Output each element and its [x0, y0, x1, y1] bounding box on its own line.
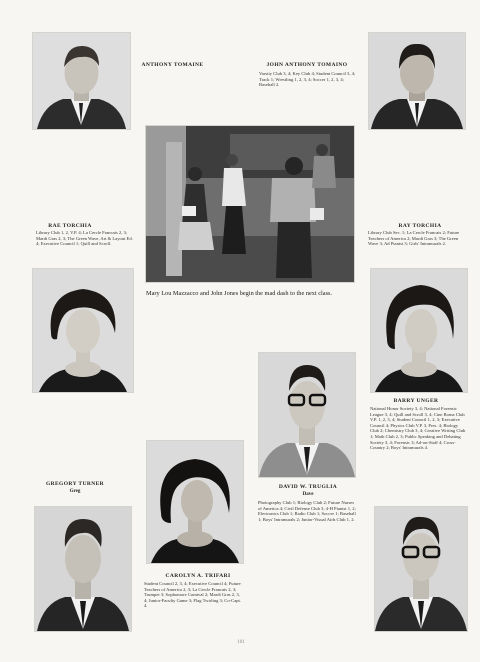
portrait-image [371, 269, 467, 392]
portrait-image [33, 269, 133, 392]
name-carolyn-trifari: CAROLYN A. TRIFARI [165, 573, 231, 579]
bio-david-truglia: Photography Club 1; Biology Club 2; Future Nurses of America 4; Civil Defense Club 3; 4-H Pianist 1, 2; Electronics Club 1; Radio Club 1; Soccer 1; Baseball 1; Boys' Intramurals 2; Junior-Visual Aids Club 1, 2. [258, 500, 356, 522]
portrait-image [35, 507, 131, 631]
name-david-truglia: DAVID W. TRUGLIA [278, 484, 338, 490]
portrait-image [375, 507, 467, 631]
portrait-anthony-tomaine [32, 32, 131, 130]
name-gregory-turner: GREGORY TURNER [45, 481, 105, 487]
bio-john-tomaino: Varsity Club 3, 4; Key Club 4; Student Council 3, 4; Track 1; Wrestling 1, 2, 3, 4; Soccer 1, 2, 3, 4; Baseball 2. [259, 71, 356, 88]
page-number: 101 [237, 640, 245, 645]
portrait-ray-torchia [370, 268, 468, 393]
name-ray-torchia: RAY TORCHIA [398, 223, 442, 229]
portrait-image [147, 441, 243, 563]
candid-image [146, 126, 354, 282]
bio-carolyn-trifari: Student Council 2, 3, 4; Executive Council 4; Future Teachers of America 2, 3; La Cercle Francais 2, 3; Trumpet 3; Sophomore Carnival 2; Mardi Gras 2, 3, 4; Junior-Faculty Game 3; Flag Twirling 3; Co-Capt. 4. [144, 581, 241, 609]
bio-ray-torchia: Library Club Sec. 1; La Cercle Francais 2; Future Teachers of America 2; Mardi Gras 3; The Green Wave 3; Ad Pianist 3; Girls' Intramurals 2. [368, 230, 460, 247]
name-rae-torchia: RAE TORCHIA [48, 223, 92, 229]
name-john-tomaino: JOHN ANTHONY TOMAINO [266, 62, 348, 68]
portrait-barry-unger [374, 506, 468, 632]
portrait-rae-torchia [32, 268, 134, 393]
nick-gregory-turner: Greg [69, 489, 81, 494]
portrait-carolyn-trifari [146, 440, 244, 564]
bio-rae-torchia: Library Club 1, 2, V.P. 4; La Cercle Francais 2, 3; Mardi Gras 2, 3; The Green Wave, Art & Layout Ed. 4; Executive Council 1; Quill and Scroll. [36, 230, 133, 247]
portrait-john-tomaino [368, 32, 466, 130]
candid-caption: Mary Lou Mazzacco and John Jones begin the mad dash to the next class. [146, 290, 333, 297]
portrait-image [33, 33, 130, 129]
portrait-gregory-turner [34, 506, 132, 632]
bio-barry-unger: National Honor Society 3, 4; National Forensic League 3, 4; Quill and Scroll 3, 4; Cine Roma Club V.P. 1, 2, 3, 4; Student Council 1, 2, 3; Executive Council 4; Physics Club V.P. 3, Pres. 4; Biology Club 2; Chemistry Club 3, 4; Creative Writing Club 1; Math Club 2, 3; Public Speaking and Debating Society 3, 4; Forensic 3; Ad-on-Staff 4; Cross-Country 2; Boys' Intramurals 4. [370, 406, 466, 451]
nick-david-truglia: Dave [302, 492, 314, 497]
portrait-image [369, 33, 465, 129]
portrait-image [259, 353, 355, 477]
name-barry-unger: BARRY UNGER [393, 398, 439, 404]
portrait-david-truglia [258, 352, 356, 478]
candid-photo [145, 125, 355, 283]
name-anthony-tomaine: ANTHONY TOMAINE [141, 62, 204, 68]
